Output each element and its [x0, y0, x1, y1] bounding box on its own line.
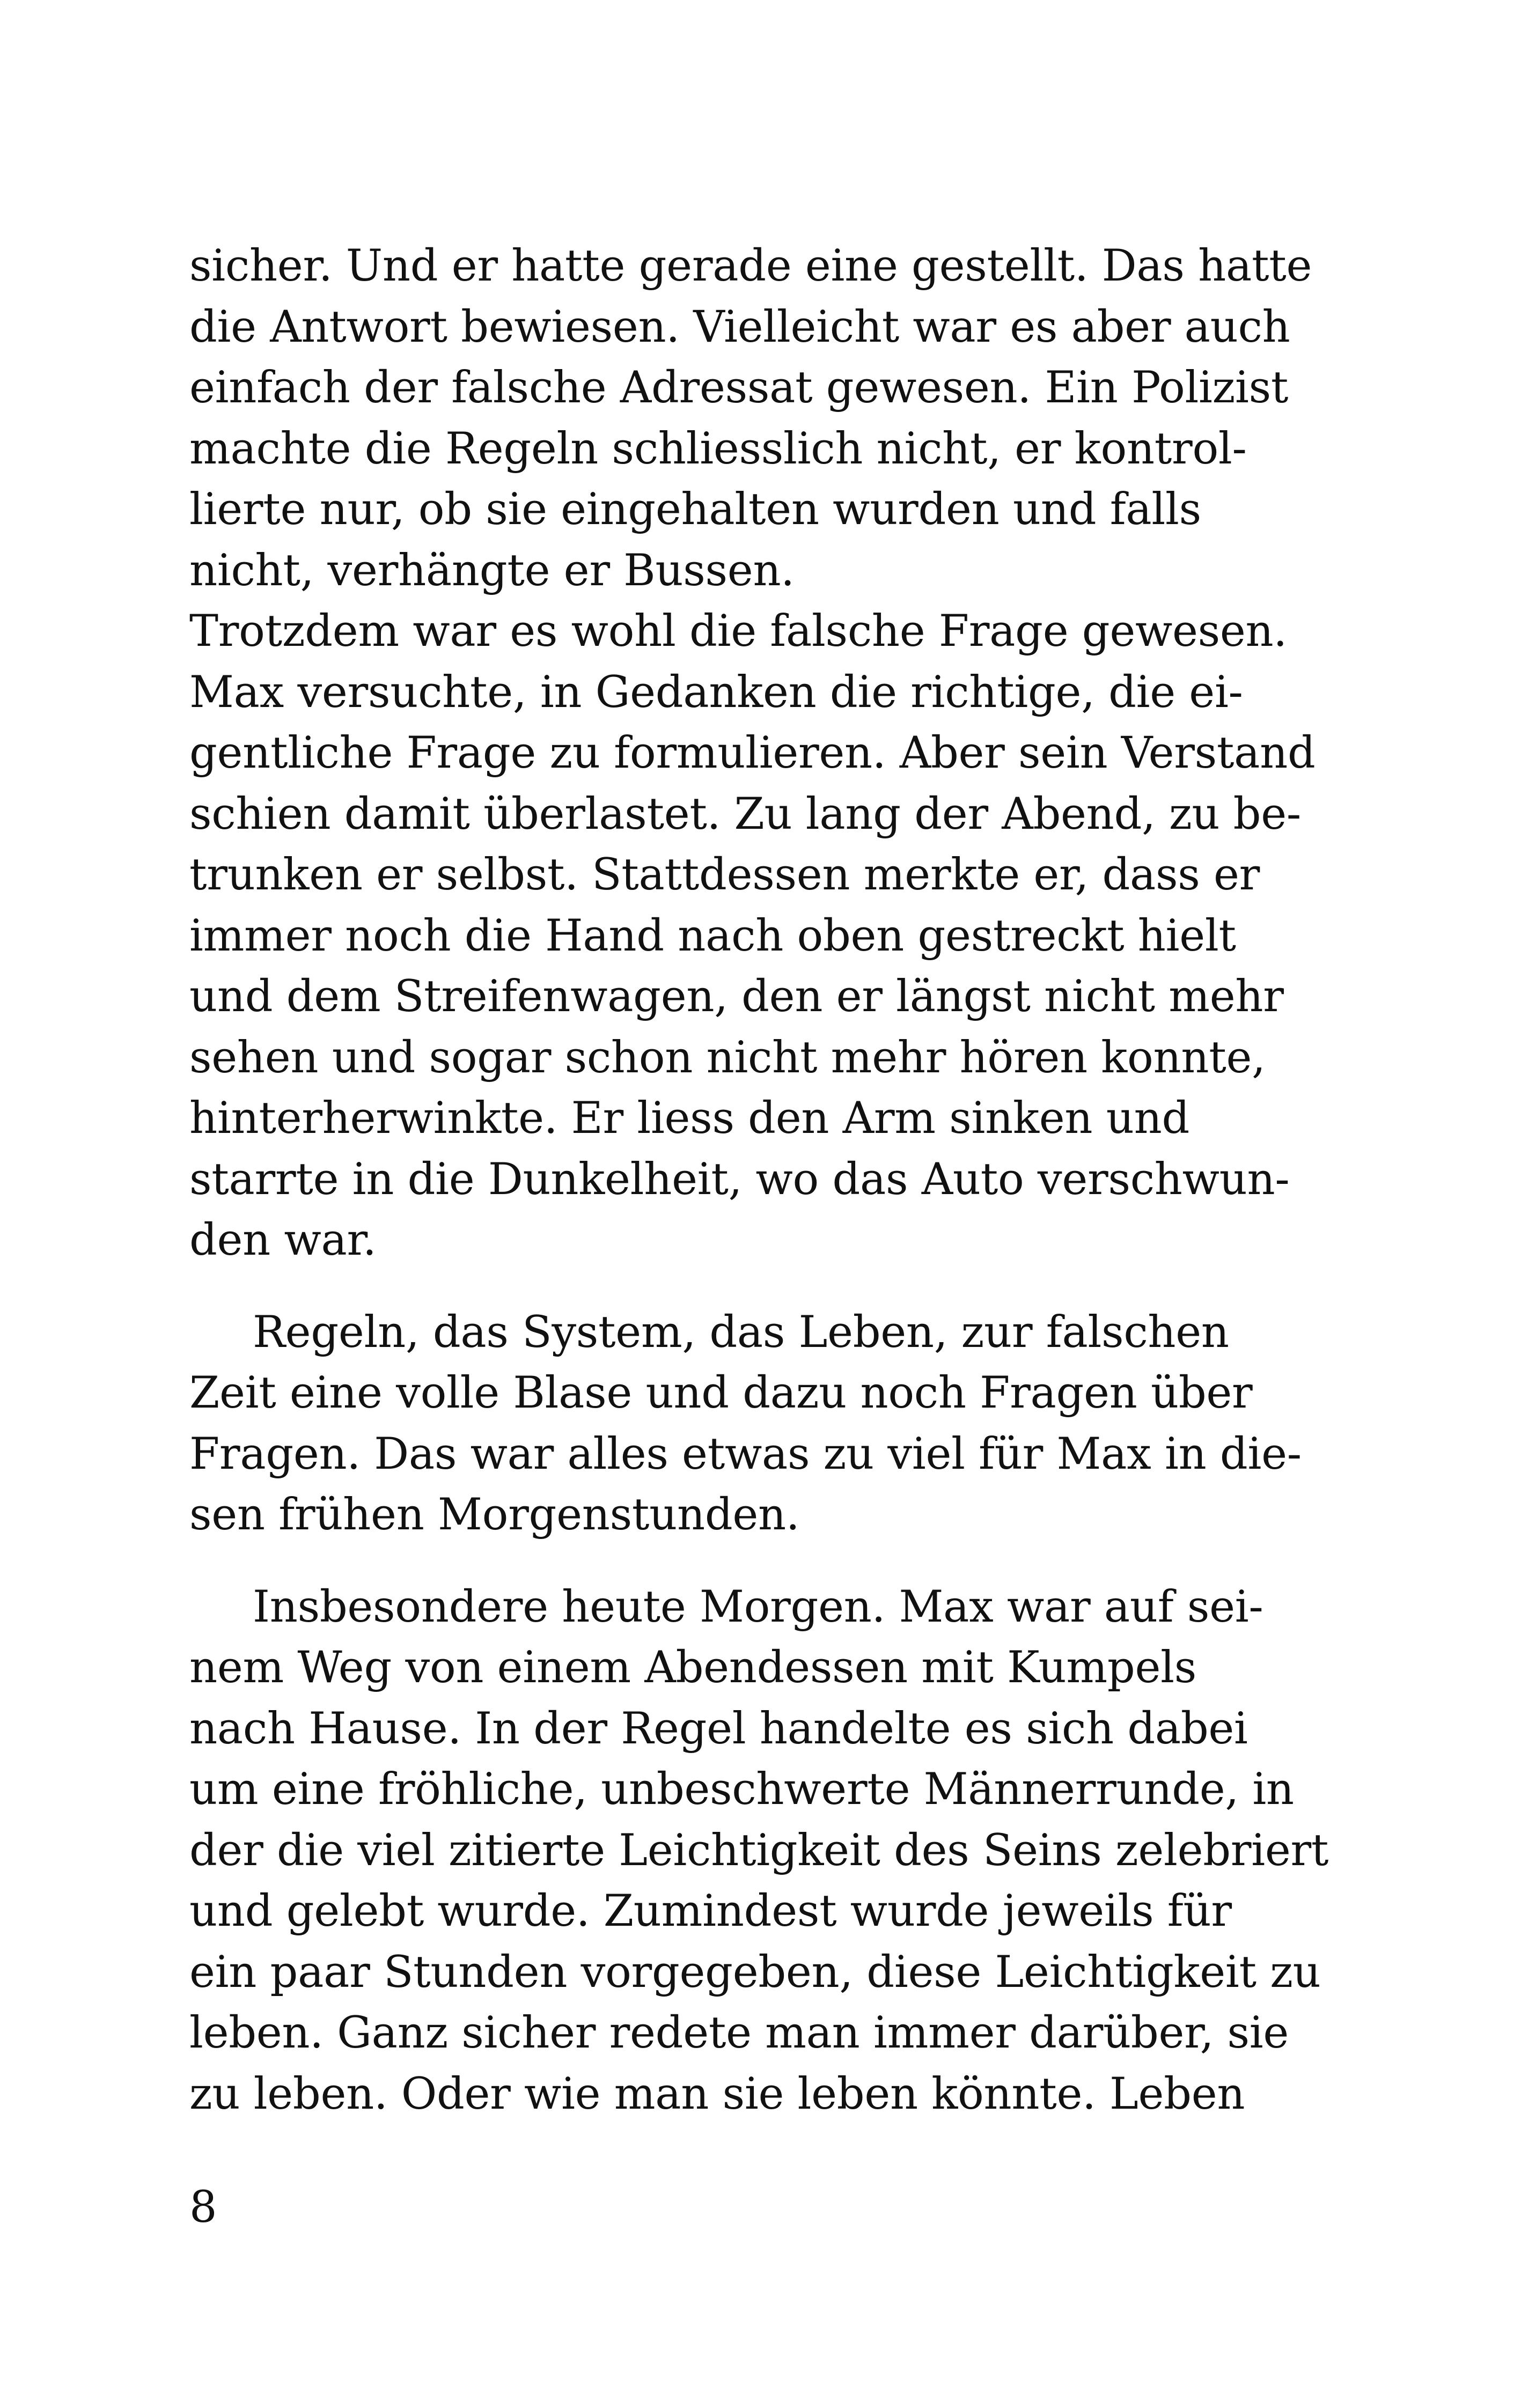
text-line: nem Weg von einem Abendessen mit Kumpels — [189, 1643, 1196, 1693]
text-line: machte die Regeln schliesslich nicht, er kontrol- — [189, 423, 1247, 474]
text-line: einfach der falsche Adressat gewesen. Ein Polizist — [189, 363, 1289, 413]
text-line: Insbesondere heute Morgen. Max war auf sei- — [253, 1581, 1263, 1632]
text-line: sehen und sogar schon nicht mehr hören konnte, — [189, 1032, 1266, 1083]
text-line: lierte nur, ob sie eingehalten wurden und falls — [189, 484, 1201, 535]
paragraph-2 — [189, 601, 1338, 1271]
page-number: 8 — [189, 2182, 217, 2233]
text-line: hinterherwinkte. Er liess den Arm sinken und — [189, 1093, 1189, 1144]
text-line: gentliche Frage zu formulieren. Aber sein Verstand — [189, 728, 1316, 778]
text-line: starrte in die Dunkelheit, wo das Auto verschwun- — [189, 1154, 1290, 1205]
text-line: zu leben. Oder wie man sie leben könnte. Leben — [189, 2068, 1245, 2119]
text-line: schien damit überlastet. Zu lang der Abend, zu be- — [189, 789, 1301, 840]
text-line: und gelebt wurde. Zumindest wurde jeweils für — [189, 1886, 1232, 1936]
text-line: trunken er selbst. Stattdessen merkte er, dass er — [189, 850, 1260, 900]
text-line: ein paar Stunden vorgegeben, diese Leichtigkeit zu — [189, 1947, 1321, 1998]
text-line: der die viel zitierte Leichtigkeit des Seins zelebriert — [189, 1825, 1329, 1876]
text-line: sen frühen Morgenstunden. — [189, 1490, 800, 1540]
text-line: nach Hause. In der Regel handelte es sich dabei — [189, 1703, 1248, 1754]
text-line: den war. — [189, 1215, 377, 1265]
text-line: leben. Ganz sicher redete man immer darüber, sie — [189, 2008, 1289, 2058]
text-line: Fragen. Das war alles etwas zu viel für Max in die- — [189, 1428, 1302, 1479]
text-line: sicher. Und er hatte gerade eine gestellt. Das hatte — [189, 241, 1312, 291]
text-line: Max versuchte, in Gedanken die richtige, die ei- — [189, 667, 1243, 718]
text-line: immer noch die Hand nach oben gestreckt hielt — [189, 910, 1236, 961]
text-line: und dem Streifenwagen, den er längst nicht mehr — [189, 971, 1284, 1022]
text-line: die Antwort bewiesen. Vielleicht war es aber auch — [189, 301, 1290, 352]
paragraph-3 — [189, 1302, 1338, 1546]
text-line: Zeit eine volle Blase und dazu noch Fragen über — [189, 1368, 1253, 1418]
body-text — [189, 236, 1338, 2125]
text-line: Trotzdem war es wohl die falsche Frage gewesen. — [189, 606, 1287, 657]
paragraph-4 — [189, 1577, 1338, 2125]
text-line: Regeln, das System, das Leben, zur falschen — [253, 1307, 1229, 1358]
text-line: um eine fröhliche, unbeschwerte Männerrunde, in — [189, 1764, 1294, 1815]
paragraph-1 — [189, 236, 1338, 601]
text-line: nicht, verhängte er Bussen. — [189, 545, 795, 596]
